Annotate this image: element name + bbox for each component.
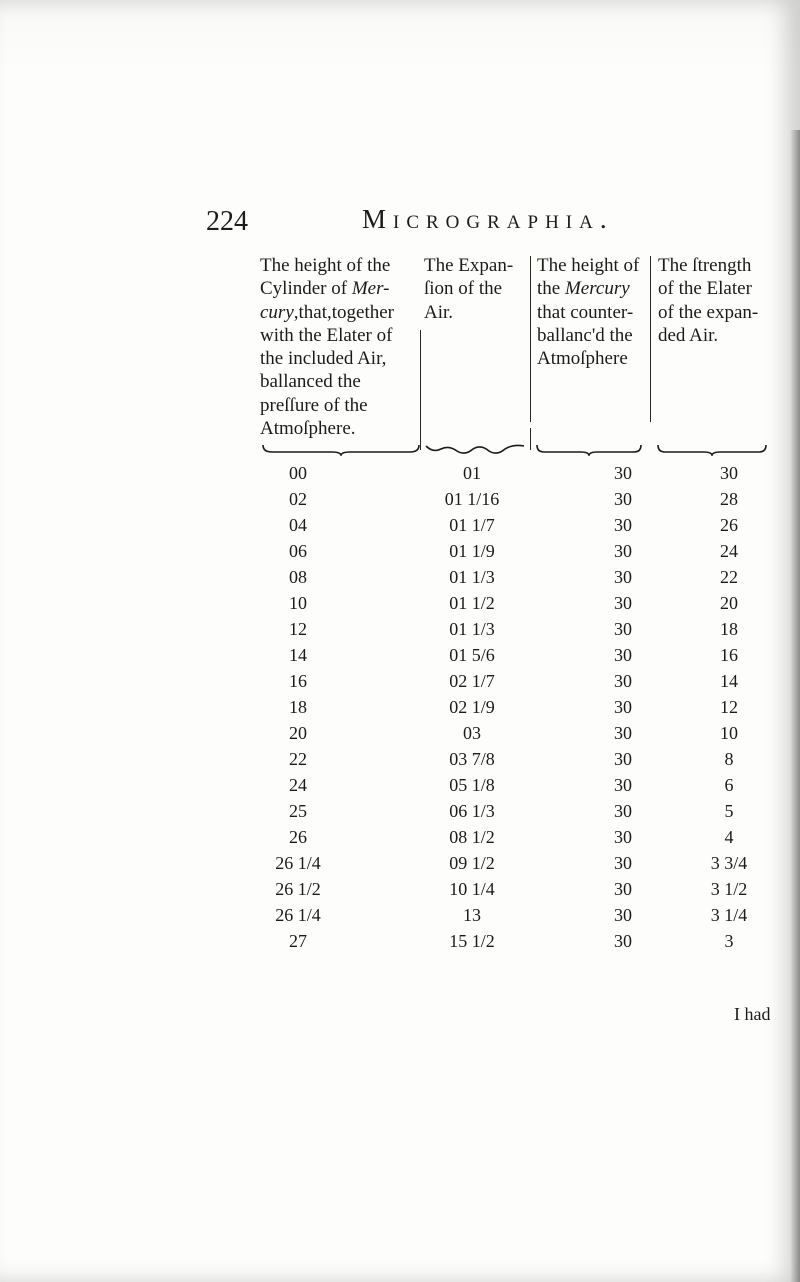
table-row: 20 03 30 10 [289, 723, 738, 743]
table-row: 04 01 1/7 30 26 [289, 515, 738, 535]
table-row: 26 08 1/2 30 4 [289, 827, 734, 847]
page-number: 224 [206, 206, 248, 237]
column-header-elater-strength: The ſtrength of the Elater of the expan- ded Air. [658, 255, 759, 346]
table-row: 00 01 30 30 [289, 463, 738, 483]
table-row: 26 1/4 09 1/2 30 3 3/4 [275, 853, 748, 873]
catchword: I had [734, 1004, 771, 1024]
table-row: 10 01 1/2 30 20 [289, 593, 738, 613]
column-divider [530, 428, 531, 450]
column-header-cylinder: The height of the Cylinder of Mer- cury,that,together with the Elater of the included Air, ballanced the preſſure of the Atmoſphere. [260, 255, 395, 440]
brace-icon [262, 444, 420, 456]
table-row: 25 06 1/3 30 5 [289, 801, 734, 821]
table-row: 08 01 1/3 30 22 [289, 567, 738, 587]
table-row: 26 1/2 10 1/4 30 3 1/2 [275, 879, 748, 899]
table-row: 27 15 1/2 30 3 [289, 931, 734, 951]
table-row: 06 01 1/9 30 24 [289, 541, 738, 561]
column-divider [420, 330, 421, 450]
brace-icon [536, 444, 642, 456]
brace-icon [425, 444, 525, 456]
table-row: 16 02 1/7 30 14 [289, 671, 738, 691]
column-header-mercury: The height of the Mercury that counter- ballanc'd the Atmoſphere [537, 255, 640, 370]
table-row: 18 02 1/9 30 12 [289, 697, 738, 717]
table-row: 22 03 7/8 30 8 [289, 749, 734, 769]
table-row: 14 01 5/6 30 16 [289, 645, 738, 665]
column-divider [650, 256, 651, 422]
table-row: 26 1/4 13 30 3 1/4 [275, 905, 748, 925]
column-header-expansion: The Expan- ſion of the Air. [424, 255, 514, 323]
column-divider [530, 256, 531, 422]
table-row: 24 05 1/8 30 6 [289, 775, 734, 795]
table-row: 02 01 1/16 30 28 [289, 489, 738, 509]
brace-icon [657, 444, 767, 456]
running-title: Micrographia. [362, 204, 614, 234]
table-row: 12 01 1/3 30 18 [289, 619, 738, 639]
